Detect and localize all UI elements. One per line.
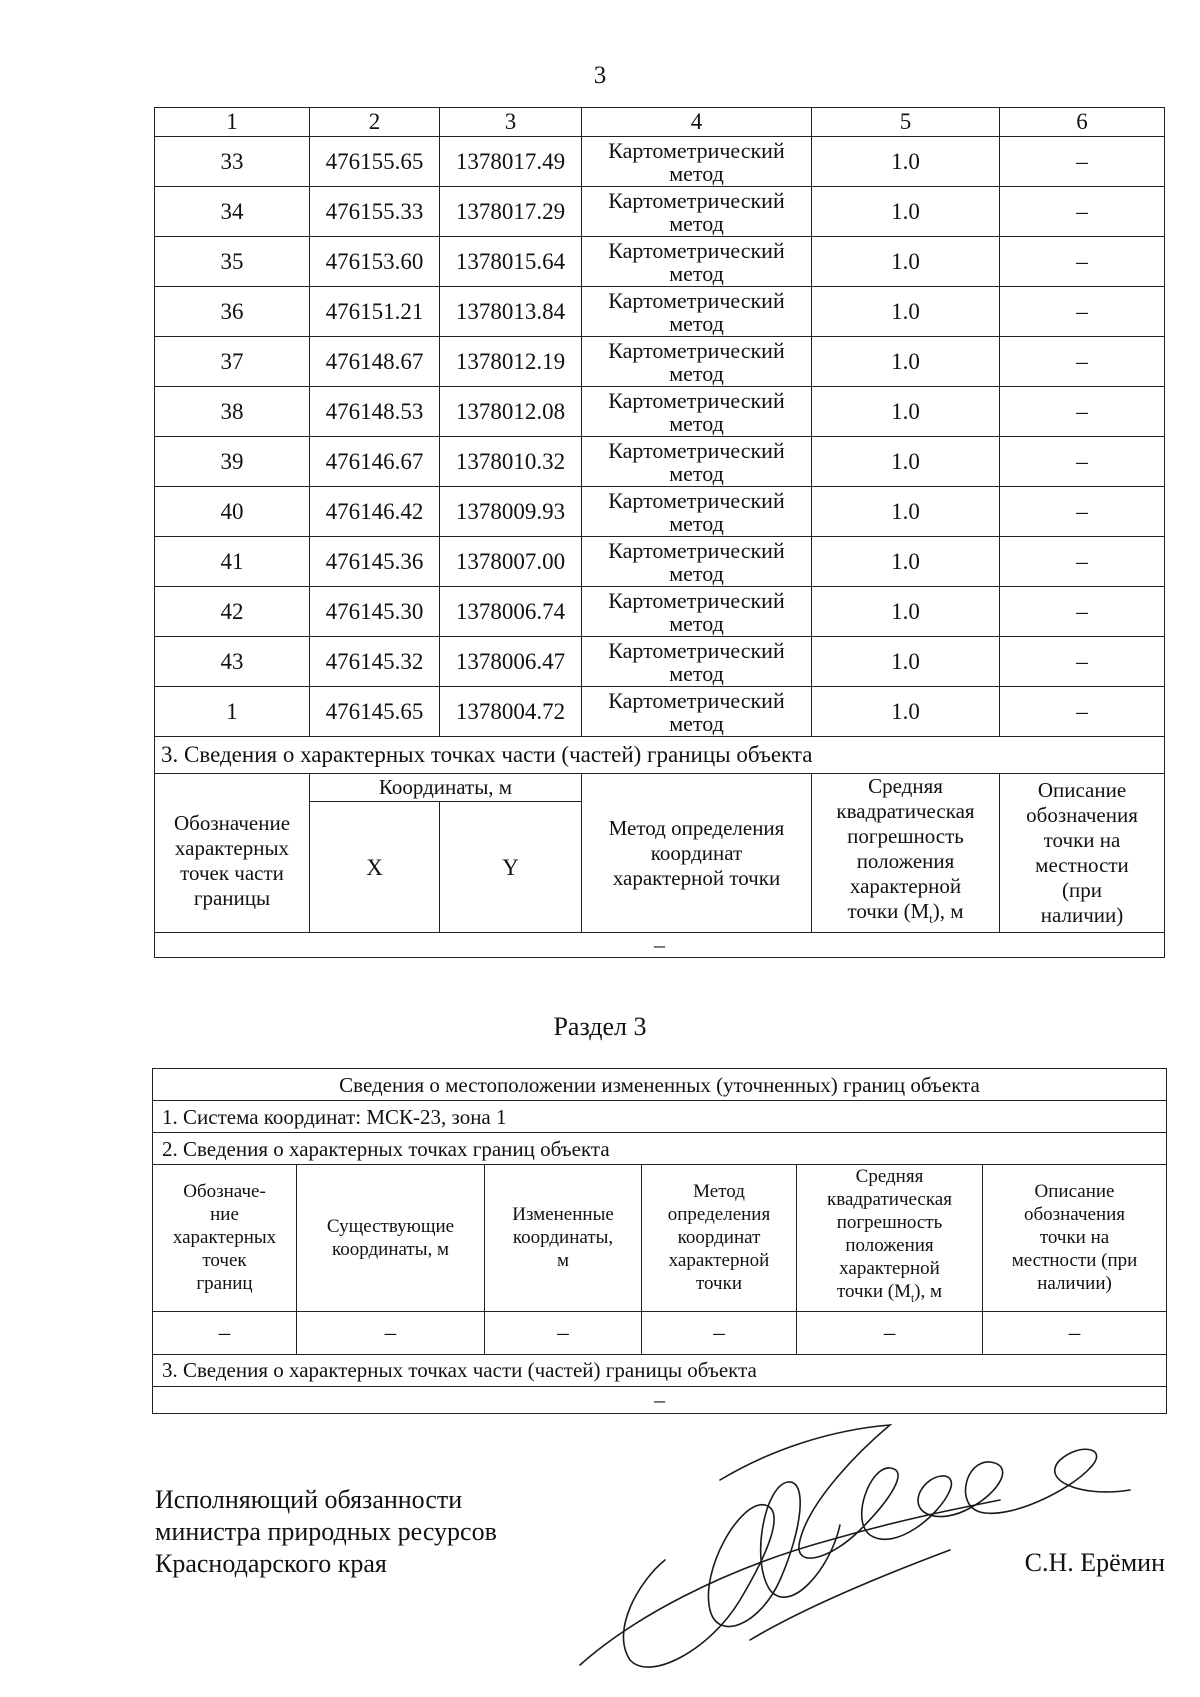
- cell-line: точек: [202, 1250, 247, 1272]
- point-number: 36: [155, 287, 310, 337]
- cell-line: Средняя: [855, 1166, 924, 1187]
- coordinate-y: 1378012.08: [440, 387, 582, 437]
- error-value: 1.0: [812, 637, 1000, 687]
- point-number: 42: [155, 587, 310, 637]
- cell-line: метод: [669, 161, 724, 186]
- existing-coordinates-header: [297, 1165, 485, 1312]
- table-row: [155, 137, 1165, 187]
- cell-line: Описание: [1034, 1181, 1115, 1203]
- cell-line: Картометрический: [608, 488, 785, 513]
- parts-empty-cell: –: [155, 933, 1165, 958]
- signatory-line: министра природных ресурсов: [155, 1517, 497, 1546]
- x-header: X: [310, 802, 440, 933]
- cell-line: метод: [669, 361, 724, 386]
- cell-line: Обозначение: [173, 811, 291, 836]
- method-cell: [582, 587, 812, 637]
- empty-row: [153, 1311, 1167, 1354]
- cell-line: точки на: [1039, 1227, 1110, 1249]
- section-title: Раздел 3: [553, 1012, 647, 1041]
- cell-line: Картометрический: [608, 288, 785, 313]
- cell-line: характерной точки: [612, 865, 781, 890]
- method-cell: [582, 487, 812, 537]
- parts-column-headers: [155, 774, 1165, 802]
- description-value: –: [1000, 187, 1165, 237]
- coordinate-x: 476151.21: [310, 287, 440, 337]
- cell-line: метод: [669, 411, 724, 436]
- y-header: Y: [440, 802, 582, 933]
- coordinate-y: 1378009.93: [440, 487, 582, 537]
- error-value: 1.0: [812, 487, 1000, 537]
- cell-line: характерных: [174, 836, 290, 861]
- cell-line: характерной: [668, 1250, 770, 1272]
- column-number: 2: [310, 108, 440, 137]
- designation-header: [155, 774, 310, 933]
- cell-line: точки: [695, 1273, 742, 1295]
- coordinate-system: 1. Система координат: МСК-23, зона 1: [153, 1101, 1167, 1133]
- parts-section-title: 3. Сведения о характерных точках части (частей) границы объекта: [155, 737, 1165, 774]
- column-number: 4: [582, 108, 812, 137]
- table-row: [155, 287, 1165, 337]
- method-cell: [582, 537, 812, 587]
- empty-cell: –: [153, 1311, 297, 1354]
- cell-line: координаты, м: [331, 1238, 450, 1260]
- table-row: [155, 587, 1165, 637]
- cell-line: метод: [669, 461, 724, 486]
- coordinate-x: 476145.30: [310, 587, 440, 637]
- error-label-part: ), м: [914, 1281, 943, 1302]
- cell-line: погрешность: [836, 1212, 943, 1233]
- cell-line: определения: [667, 1204, 771, 1226]
- empty-cell: –: [485, 1311, 642, 1354]
- table-row: [155, 187, 1165, 237]
- point-number: 39: [155, 437, 310, 487]
- error-header: [797, 1165, 983, 1312]
- coordinate-x: 476155.33: [310, 187, 440, 237]
- signer-name: С.Н. Ерёмин: [1024, 1548, 1165, 1577]
- signatory-line: Краснодарского края: [155, 1549, 387, 1578]
- coordinate-x: 476145.32: [310, 637, 440, 687]
- point-number: 41: [155, 537, 310, 587]
- cell-line: Картометрический: [608, 388, 785, 413]
- cell-line: координат: [650, 840, 743, 865]
- point-number: 40: [155, 487, 310, 537]
- coordinate-y: 1378006.74: [440, 587, 582, 637]
- cell-line: Обозначе-: [183, 1181, 266, 1203]
- empty-cell: –: [983, 1311, 1167, 1354]
- column-number: 5: [812, 108, 1000, 137]
- method-cell: [582, 137, 812, 187]
- coordinate-y: 1378015.64: [440, 237, 582, 287]
- cell-line: метод: [669, 611, 724, 636]
- method-cell: [582, 237, 812, 287]
- cell-line: ние: [210, 1204, 239, 1226]
- cell-line: метод: [669, 261, 724, 286]
- empty-cell: –: [297, 1311, 485, 1354]
- description-value: –: [1000, 287, 1165, 337]
- error-value: 1.0: [812, 287, 1000, 337]
- column-number: 1: [155, 108, 310, 137]
- coordinate-y: 1378006.47: [440, 637, 582, 687]
- method-cell: [582, 387, 812, 437]
- cell-line: координаты,: [512, 1227, 614, 1249]
- coordinate-y: 1378017.49: [440, 137, 582, 187]
- method-cell: [582, 637, 812, 687]
- error-value: 1.0: [812, 187, 1000, 237]
- cell-line: Картометрический: [608, 238, 785, 263]
- cell-line: Картометрический: [608, 688, 785, 713]
- cell-line: метод: [669, 511, 724, 536]
- cell-line: границ: [196, 1273, 253, 1295]
- method-cell: [582, 437, 812, 487]
- error-label-part: ), м: [932, 899, 964, 923]
- method-cell: [582, 337, 812, 387]
- error-value: 1.0: [812, 537, 1000, 587]
- description-value: –: [1000, 637, 1165, 687]
- coordinate-x: 476153.60: [310, 237, 440, 287]
- coordinate-x: 476146.67: [310, 437, 440, 487]
- error-value: 1.0: [812, 387, 1000, 437]
- empty-cell: –: [797, 1311, 983, 1354]
- cell-line: Картометрический: [608, 138, 785, 163]
- error-value: 1.0: [812, 587, 1000, 637]
- description-value: –: [1000, 137, 1165, 187]
- table-row: [155, 487, 1165, 537]
- cell-line: характерной: [849, 874, 962, 898]
- cell-line: характерных: [172, 1227, 277, 1249]
- cell-line: Метод определения: [608, 815, 785, 840]
- point-number: 37: [155, 337, 310, 387]
- description-value: –: [1000, 387, 1165, 437]
- table-title: Сведения о местоположении измененных (уточненных) границ объекта: [153, 1069, 1167, 1101]
- column-number: 3: [440, 108, 582, 137]
- method-cell: [582, 287, 812, 337]
- cell-line: характерной: [839, 1258, 940, 1279]
- coordinate-x: 476148.67: [310, 337, 440, 387]
- cell-line: Описание: [1037, 778, 1127, 803]
- empty-cell: –: [642, 1311, 797, 1354]
- error-subscript: t: [910, 1292, 915, 1305]
- table-row: [155, 387, 1165, 437]
- cell-line: Средняя: [868, 774, 943, 798]
- coordinate-y: 1378007.00: [440, 537, 582, 587]
- page-number: 3: [593, 62, 607, 89]
- error-value: 1.0: [812, 137, 1000, 187]
- column-headers: [153, 1165, 1167, 1312]
- table-row: [155, 637, 1165, 687]
- cell-line: обозначения: [1026, 803, 1138, 828]
- coordinate-y: 1378017.29: [440, 187, 582, 237]
- cell-line: [797, 1280, 982, 1311]
- cell-line: Картометрический: [608, 438, 785, 463]
- point-number: 38: [155, 387, 310, 437]
- cell-line: точки на: [1043, 828, 1121, 853]
- error-value: 1.0: [812, 437, 1000, 487]
- coordinate-y: 1378010.32: [440, 437, 582, 487]
- cell-line: (при: [1062, 878, 1102, 903]
- point-number: 34: [155, 187, 310, 237]
- signatory-position: [155, 1484, 497, 1580]
- point-number: 35: [155, 237, 310, 287]
- description-header: [1000, 774, 1165, 933]
- method-cell: [582, 187, 812, 237]
- cell-line: Картометрический: [608, 538, 785, 563]
- description-value: –: [1000, 687, 1165, 737]
- coordinate-y: 1378004.72: [440, 687, 582, 737]
- table-row: [155, 337, 1165, 387]
- method-header: [582, 774, 812, 933]
- cell-line: метод: [669, 561, 724, 586]
- points-section-title: 2. Сведения о характерных точках границ объекта: [153, 1133, 1167, 1165]
- table-row: [155, 237, 1165, 287]
- cell-line: Картометрический: [608, 338, 785, 363]
- cell-line: погрешность: [847, 824, 964, 848]
- cell-line: границы: [193, 886, 271, 911]
- coordinate-y: 1378012.19: [440, 337, 582, 387]
- coordinates-header: Координаты, м: [310, 774, 582, 802]
- cell-line: местности (при: [1011, 1250, 1138, 1272]
- description-header: [983, 1165, 1167, 1312]
- cell-line: координат: [677, 1227, 761, 1249]
- cell-line: обозначения: [1023, 1204, 1126, 1226]
- point-number: 43: [155, 637, 310, 687]
- cell-line: Картометрический: [608, 638, 785, 663]
- description-value: –: [1000, 337, 1165, 387]
- coordinates-table-continuation: [154, 107, 1165, 958]
- table-column-numbers: [155, 108, 1165, 137]
- cell-line: метод: [669, 311, 724, 336]
- cell-line: Измененные: [512, 1204, 614, 1226]
- error-value: 1.0: [812, 237, 1000, 287]
- parts-section-title: 3. Сведения о характерных точках части (частей) границы объекта: [153, 1354, 1167, 1386]
- description-value: –: [1000, 237, 1165, 287]
- cell-line: положения: [845, 1235, 934, 1256]
- signatory-line: Исполняющий обязанности: [155, 1485, 463, 1514]
- cell-line: [812, 899, 999, 932]
- table-row: [155, 437, 1165, 487]
- description-value: –: [1000, 587, 1165, 637]
- coordinate-x: 476146.42: [310, 487, 440, 537]
- cell-line: Существующие: [326, 1215, 455, 1237]
- cell-line: наличии): [1040, 903, 1124, 928]
- error-subscript: t: [929, 912, 933, 927]
- parts-empty-cell: –: [153, 1386, 1167, 1413]
- cell-line: м: [556, 1250, 570, 1272]
- error-value: 1.0: [812, 687, 1000, 737]
- method-header: [642, 1165, 797, 1312]
- error-header: [812, 774, 1000, 933]
- cell-line: квадратическая: [827, 1189, 952, 1210]
- cell-line: положения: [856, 849, 955, 873]
- cell-line: наличии): [1037, 1273, 1112, 1295]
- coordinate-x: 476145.65: [310, 687, 440, 737]
- coordinate-x: 476145.36: [310, 537, 440, 587]
- point-number: 1: [155, 687, 310, 737]
- changed-boundaries-table: [152, 1068, 1167, 1414]
- error-label-part: точки (M: [847, 899, 930, 923]
- error-label-part: точки (M: [836, 1281, 911, 1302]
- method-cell: [582, 687, 812, 737]
- coordinate-y: 1378013.84: [440, 287, 582, 337]
- cell-line: квадратическая: [836, 799, 975, 823]
- cell-line: метод: [669, 661, 724, 686]
- cell-line: метод: [669, 711, 724, 736]
- table-row: [155, 687, 1165, 737]
- coordinate-x: 476155.65: [310, 137, 440, 187]
- designation-header: [153, 1165, 297, 1312]
- cell-line: метод: [669, 211, 724, 236]
- table-row: [155, 537, 1165, 587]
- coordinate-x: 476148.53: [310, 387, 440, 437]
- point-number: 33: [155, 137, 310, 187]
- description-value: –: [1000, 487, 1165, 537]
- changed-coordinates-header: [485, 1165, 642, 1312]
- description-value: –: [1000, 437, 1165, 487]
- cell-line: точек части: [180, 861, 284, 886]
- cell-line: местности: [1035, 853, 1129, 878]
- cell-line: Метод: [693, 1181, 745, 1203]
- column-number: 6: [1000, 108, 1165, 137]
- cell-line: Картометрический: [608, 588, 785, 613]
- cell-line: Картометрический: [608, 188, 785, 213]
- description-value: –: [1000, 537, 1165, 587]
- error-value: 1.0: [812, 337, 1000, 387]
